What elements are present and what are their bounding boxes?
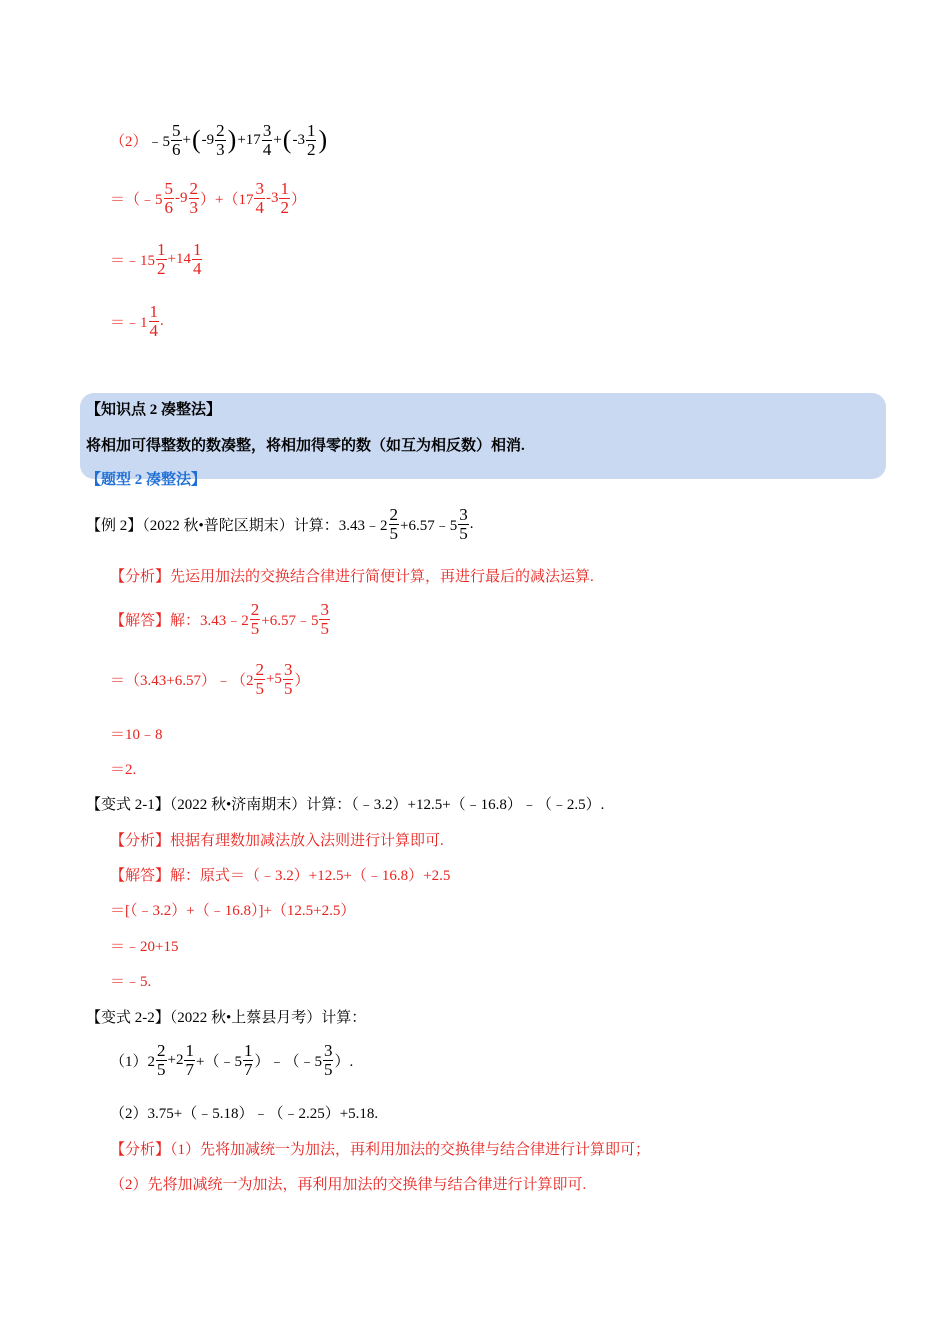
variant-2-2-analysis-1: 【分析】（1）先将加减统一为加法，再利用加法的交换律与结合律进行计算即可；: [110, 1142, 651, 1158]
fraction: $\frac{1}{4}$: [192, 240, 202, 278]
variant-2-1-step-2: ＝[（﹣3.2）+（﹣16.8）]+（12.5+2.5）: [110, 903, 356, 919]
fraction: $\frac{2}{3}$: [189, 179, 199, 217]
example-2-answer: 【解答】解：3.43﹣2 $\frac{2}{5}$ +6.57﹣5 $\frac{3}{5}$: [110, 600, 329, 638]
variant-2-1-analysis: 【分析】根据有理数加减法放入法则进行计算即可.: [110, 833, 444, 849]
example-2-heading: 【例 2】（2022 秋•普陀区期末）计算：3.43﹣2 $\frac{2}{5}$ +6.57﹣5 $\frac{3}{5}$ .: [86, 505, 474, 543]
fraction: $\frac{1}{7}$: [243, 1041, 253, 1079]
fraction: $\frac{1}{7}$: [185, 1041, 194, 1079]
fraction: $\frac{2}{5}$: [389, 505, 399, 543]
top-line-2: ＝（﹣5 $\frac{5}{6}$ -9 $\frac{2}{3}$ ）+（17 $\frac{3}{4}$ -3 $\frac{1}{2}$ ）: [110, 179, 306, 217]
knowledge-body: 将相加可得整数的数凑整，将相加得零的数（如互为相反数）相消.: [86, 438, 525, 454]
fraction: $\frac{3}{4}$: [255, 179, 264, 217]
fraction: $\frac{3}{5}$: [459, 505, 468, 543]
fraction: $\frac{5}{6}$: [172, 121, 181, 159]
fraction: $\frac{1}{4}$: [149, 302, 159, 340]
variant-2-2-heading: 【变式 2-2】（2022 秋•上蔡县月考）计算：: [86, 1010, 367, 1026]
fraction: $\frac{3}{4}$: [262, 121, 272, 159]
variant-2-1-step-3: ＝﹣20+15: [110, 939, 179, 955]
example-2-step-2: ＝（3.43+6.57）﹣（2 $\frac{2}{5}$ +5 $\frac{3}{5}$ ）: [110, 660, 310, 698]
variant-2-1-heading: 【变式 2-1】（2022 秋•济南期末）计算：（﹣3.2）+12.5+（﹣16.8）﹣（﹣2.5）.: [86, 797, 605, 813]
fraction: $\frac{1}{2}$: [157, 240, 166, 278]
fraction: $\frac{2}{5}$: [255, 660, 264, 698]
part-label: （2）: [110, 133, 148, 150]
example-2-analysis: 【分析】先运用加法的交换结合律进行简便计算，再进行最后的减法运算.: [110, 569, 594, 585]
fraction: $\frac{3}{5}$: [323, 1041, 333, 1079]
top-line-1: （2） ﹣5 $\frac{5}{6}$ + ( -9 $\frac{2}{3}$ ) +17 $\frac{3}{4}$ + ( -3 $\frac{1}{2}$ ): [110, 121, 328, 159]
term: ﹣5: [147, 133, 171, 150]
variant-2-1-answer: 【解答】解：原式＝（﹣3.2）+12.5+（﹣16.8）+2.5: [110, 868, 451, 884]
type-label: 【题型 2 凑整法】: [86, 472, 207, 488]
variant-2-1-step-4: ＝﹣5.: [110, 974, 152, 990]
top-line-3: ＝﹣15 $\frac{1}{2}$ +14 $\frac{1}{4}$: [110, 240, 202, 278]
fraction: $\frac{2}{3}$: [216, 121, 225, 159]
fraction: $\frac{3}{5}$: [283, 660, 293, 698]
fraction: $\frac{5}{6}$: [164, 179, 174, 217]
fraction: $\frac{1}{2}$: [280, 179, 289, 217]
example-2-step-4: ＝2.: [110, 762, 137, 778]
variant-2-2-analysis-2: （2）先将加减统一为加法，再利用加法的交换律与结合律进行计算即可.: [110, 1177, 587, 1193]
fraction: $\frac{2}{5}$: [157, 1041, 166, 1079]
variant-2-2-question-2: （2）3.75+（﹣5.18）﹣（﹣2.25）+5.18.: [110, 1106, 379, 1122]
variant-2-2-question-1: （1）2 $\frac{2}{5}$ +2 $\frac{1}{7}$ +（﹣5 $\frac{1}{7}$ ）﹣（﹣5 $\frac{3}{5}$ ）.: [110, 1041, 354, 1079]
top-line-4: ＝﹣1 $\frac{1}{4}$ .: [110, 302, 164, 340]
knowledge-title: 【知识点 2 凑整法】: [86, 402, 222, 418]
fraction: $\frac{2}{5}$: [250, 600, 260, 638]
example-2-step-3: ＝10﹣8: [110, 727, 163, 743]
fraction: $\frac{1}{2}$: [306, 121, 316, 159]
fraction: $\frac{3}{5}$: [320, 600, 329, 638]
